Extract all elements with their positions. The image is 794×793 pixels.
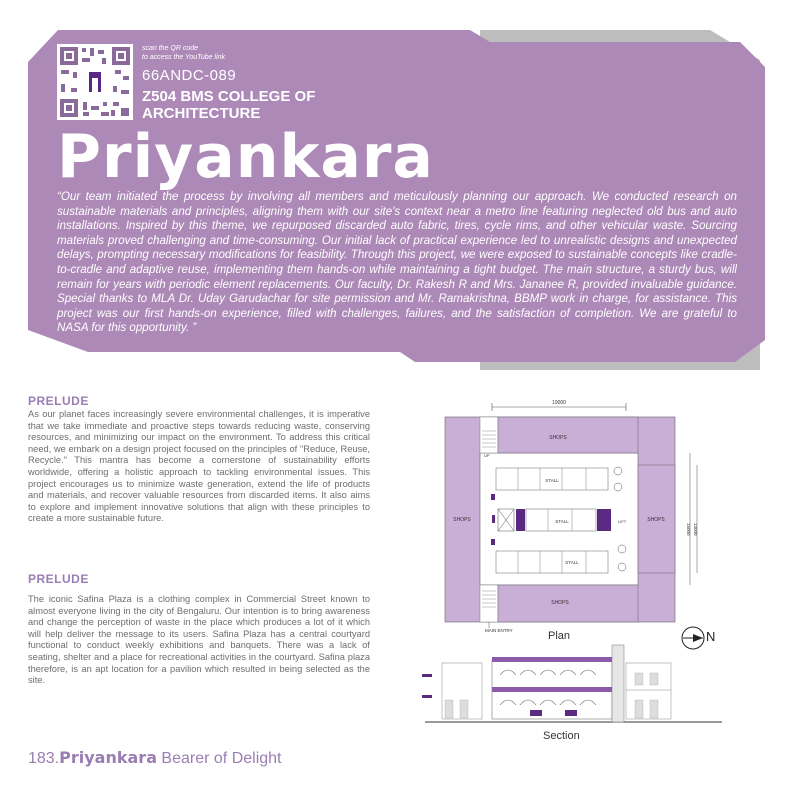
qr-caption: [142, 44, 225, 62]
section-heading-2: PRELUDE: [28, 572, 89, 586]
plan-label: Plan: [548, 630, 571, 642]
qr-code-icon: [57, 44, 133, 120]
north-label: N: [706, 629, 716, 644]
footer-caption: [28, 748, 282, 768]
section-label: Section: [543, 730, 580, 742]
qr-code[interactable]: [57, 44, 133, 120]
plan-shops-bottom: SHOPS: [551, 600, 569, 606]
plan-shops-top: SHOPS: [549, 435, 567, 441]
plan-stall-2: STALL: [555, 519, 569, 524]
plan-dim-right-2: 13000: [693, 523, 698, 536]
plan-main-entry: MAIN ENTRY: [485, 628, 513, 633]
qr-caption-line2: to access the YouTube link: [142, 54, 226, 61]
qr-caption-line1: scan the QR code: [142, 45, 199, 52]
plan-stall-3: STALL: [565, 560, 579, 565]
college-name: Z504 BMS COLLEGE OF ARCHITECTURE: [142, 88, 316, 122]
team-quote: “Our team initiated the process by involving all members and meticulously planning our approach. We conducted research on sustainable materials and principles, aligning them with our site's context near a metro line featuring neglected old bus and auto installations. Inspired by this theme, we repurposed discarded auto fabric, tires, cycle rims, and other vehicular waste. Sourcing materials proved challenging and time-consuming. Our initial lack of practical experience led to unrealistic designs and unexpected delays, prompting necessary modifications for feasibility. Through this project, we were exposed to sustainable concepts like cradle-to-cradle and adaptive reuse, implementing them hands-on while maintaining a tight budget. The main structure, a sturdy bus, will remain for years with periodic element replacements. Our faculty, Dr. Rakesh R and Mrs. Jananee R, provided invaluable guidance. Special thanks to MLA Dr. Uday Garudachar for site permission and Mr. Ramakrishna, BBMP work in charge, for assistance. This project was our first hands-on experience, filled with challenges, failures, and the satisfaction of completion. We are grateful to NASA for this opportunity. ”: [57, 190, 737, 335]
section-heading-1: PRELUDE: [28, 394, 89, 408]
plan-lift: LIFT: [618, 519, 627, 524]
architectural-drawings: [400, 395, 794, 740]
section-text-2: The iconic Safina Plaza is a clothing complex in Commercial Street known to almost everyone living in the city of Bengaluru. Our intention is to bring awareness and change the perception of waste in the place which produces a lot of it which will help deliver the message to its users. Safina Plaza has a central courtyard functional to conduct weekly exhibitions and banquets. There was a lack of seating, shelter and a place for recreational activities in the courtyard. Safina plaza therefore, is an apt location for a pavilion which resulted in being selected as the site.: [28, 594, 370, 686]
plan-shops-left: SHOPS: [453, 517, 471, 523]
section-elevation: [422, 645, 722, 722]
footer-name: Priyankara: [59, 748, 157, 767]
footer-number: 183.: [28, 750, 60, 767]
footer-subtitle: Bearer of Delight: [156, 750, 282, 767]
plan-dim-top: 19000: [552, 400, 566, 406]
section-text-1: As our planet faces increasingly severe environmental challenges, it is imperative that we take immediate and proactive steps towards reducing waste, conserving resources, and minimizing our impact on the environment. To address this critical need, we embark on a design project focused on the principles of "Reduce, Reuse, Recycle." This mantra has become a cornerstone of sustainability efforts worldwide, offering a holistic approach to tackling environmental issues. This project encourages us to minimize waste generation, extend the life of products and materials, and recover valuable resources from discarded items. It also aims to explore and implement innovative solutions that align with these principles to create a more sustainable future.: [28, 409, 370, 524]
project-title: Priyankara: [57, 122, 434, 192]
north-arrow-icon: [680, 625, 706, 651]
plan-dim-right-1: 15000: [686, 523, 691, 536]
plan-shops-right: SHOPS: [647, 517, 665, 523]
plan-stall-1: STALL: [545, 478, 559, 483]
entry-code: 66ANDC-089: [142, 67, 237, 84]
plan-up: UP: [484, 453, 490, 458]
floor-plan: [445, 400, 698, 633]
